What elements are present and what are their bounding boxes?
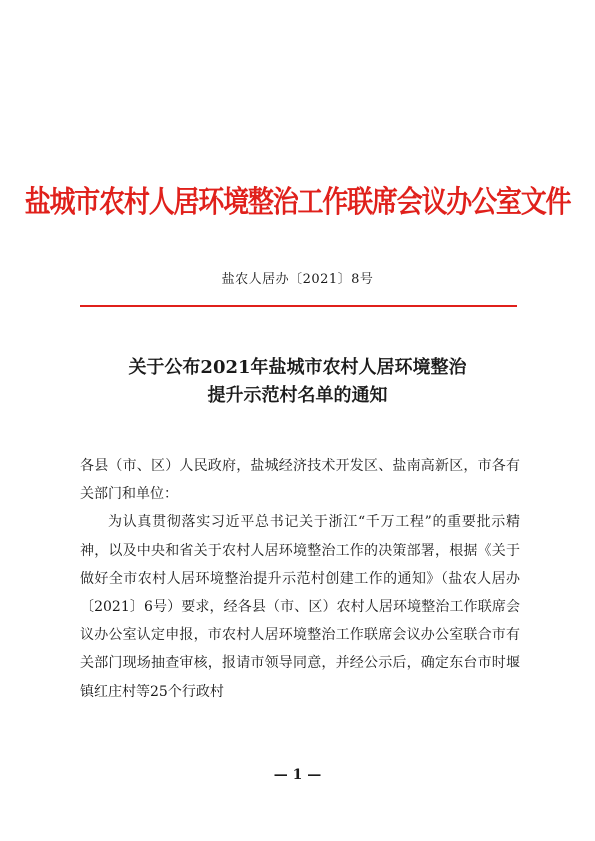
- notice-title: [0, 354, 595, 410]
- document-number: 盐农人居办〔2021〕8号: [221, 272, 374, 287]
- red-divider-line: [80, 305, 517, 307]
- body-paragraph: 为认真贯彻落实习近平总书记关于浙江“千万工程”的重要批示精神，以及中央和省关于农村人居环境整治工作的决策部署，根据《关于做好全市农村人居环境整治提升示范村创建工作的通知》（盐农人居办〔2021〕6号）要求，经各县（市、区）农村人居环境整治工作联席会议办公室认定申报，市农村人居环境整治工作联席会议办公室联合市有关部门现场抽查审核，报请市领导同意，并经公示后，确定东台市时堰镇红庄村等25个行政村: [80, 514, 520, 700]
- notice-title-line-1: 关于公布2021年盐城市农村人居环境整治: [128, 357, 467, 378]
- page-number: — 1 —: [273, 767, 322, 783]
- notice-title-line-2: 提升示范村名单的通知: [207, 385, 388, 406]
- issuer-title: 盐城市农村人居环境整治工作联席会议办公室文件: [24, 185, 571, 221]
- notice-body: [80, 452, 520, 706]
- salutation: 各县（市、区）人民政府，盐城经济技术开发区、盐南高新区，市各有关部门和单位：: [80, 458, 520, 503]
